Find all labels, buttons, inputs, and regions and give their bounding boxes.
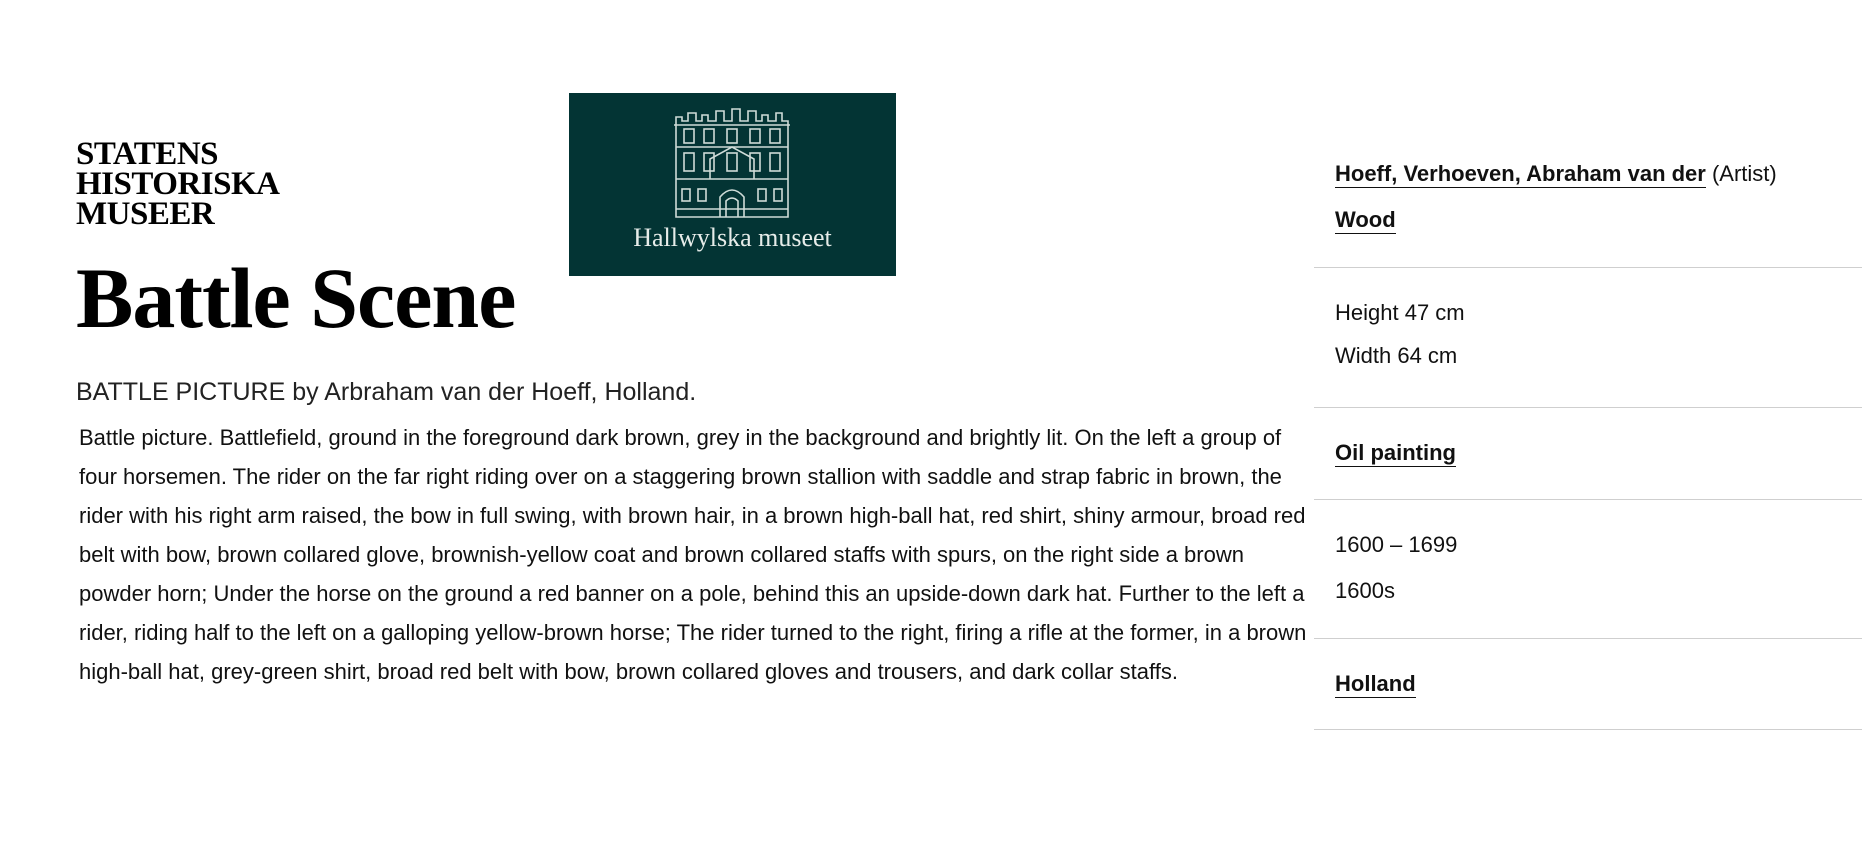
- artist-role: (Artist): [1711, 161, 1777, 186]
- artist-row: [1314, 150, 1862, 187]
- castle-facade-icon: [672, 107, 792, 219]
- width-value: Width 64 cm: [1335, 343, 1458, 368]
- object-subtitle: BATTLE PICTURE by Arbraham van der Hoeff, Holland.: [76, 378, 697, 406]
- material-row: [1314, 187, 1862, 233]
- shm-logo-line: HISTORISKA: [76, 166, 280, 202]
- details-group-technique: [1314, 408, 1862, 500]
- technique-link[interactable]: Oil painting: [1335, 440, 1456, 465]
- shm-logo-line: MUSEER: [76, 196, 215, 232]
- artist-link[interactable]: Hoeff, Verhoeven, Abraham van der: [1335, 161, 1706, 186]
- hallwyl-museum-logo[interactable]: [569, 93, 896, 276]
- details-panel: [1314, 150, 1862, 730]
- details-group-dating: [1314, 500, 1862, 639]
- place-row: [1314, 639, 1862, 697]
- shm-logo[interactable]: [76, 136, 280, 232]
- details-group-dimensions: [1314, 268, 1862, 408]
- technique-row: [1314, 408, 1862, 466]
- place-link[interactable]: Holland: [1335, 671, 1416, 696]
- date-range-value: 1600 – 1699: [1335, 532, 1458, 557]
- material-link[interactable]: Wood: [1335, 207, 1396, 232]
- century-value: 1600s: [1335, 578, 1395, 603]
- page-title: Battle Scene: [76, 250, 516, 346]
- details-group-place: [1314, 639, 1862, 730]
- shm-logo-line: STATENS: [76, 136, 219, 172]
- object-description: Battle picture. Battlefield, ground in the foreground dark brown, grey in the background and brightly lit. On the left a group of four horsemen. The rider on the far right riding over on a staggering brown stallion with saddle and strap fabric in brown, the rider with his right arm raised, the bow in full swing, with brown hair, in a brown high-ball hat, red shirt, shiny armour, broad red belt with bow, brown collared glove, brownish-yellow coat and brown collared staffs with spurs, on the right side a brown powder horn; Under the horse on the ground a red banner on a pole, behind this an upside-down dark hat. Further to the left a rider, riding half to the left on a galloping yellow-brown horse; The rider turned to the right, firing a rifle at the former, in a brown high-ball hat, grey-green shirt, broad red belt with bow, brown collared gloves and trousers, and dark collar staffs.: [79, 425, 1307, 684]
- details-group-creator: [1314, 150, 1862, 268]
- height-value: Height 47 cm: [1335, 300, 1465, 325]
- hallwyl-logo-text: Hallwylska museet: [633, 223, 832, 252]
